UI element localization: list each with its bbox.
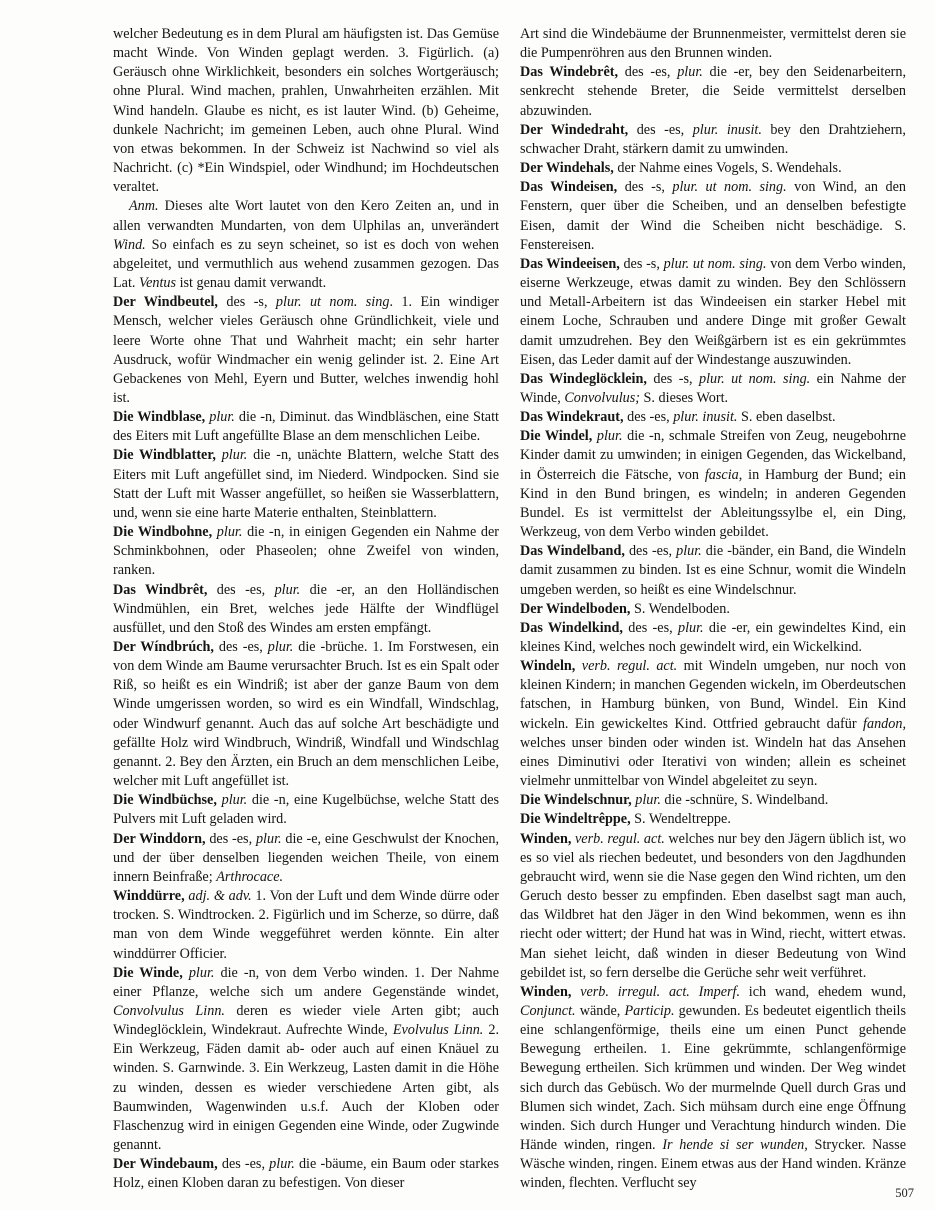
headword: Die Windbüchse,	[113, 792, 217, 809]
grammar-or-latin-text: plur.	[209, 409, 235, 426]
headword: Das Windelkind,	[520, 619, 623, 636]
entry-text: des -es,	[628, 121, 693, 138]
entry-text: Art sind die Windebäume der Brunnenmeister, vermittelst deren sie die Pumpenröhren aus den Brunnen winden.	[520, 26, 906, 62]
entry-text: . 1. Ein windiger Mensch, welcher vieles Geräusch ohne Gründlichkeit, viele und leere Worte ohne That und Wahrheit macht; ein sehr harter Ausdruck, wofür Windmacher ein wenig gelinder ist. 2. Eine Art Gebackenes von Mehl, Eyern und Butter, welches inwendig hohl ist.	[113, 294, 499, 406]
grammar-or-latin-text: Particip.	[624, 1002, 675, 1019]
grammar-or-latin-text: Arthrocace.	[216, 868, 284, 885]
grammar-or-latin-text: plur. ut nom. sing	[275, 294, 390, 311]
entry-text: welcher Bedeutung es in dem Plural am häufigsten ist. Das Gemüse macht Winde. Von Winden geplagt werden. 3. Figürlich. (a) Geräusch ohne Wirklichkeit, besonders ein solches Wortgeräusch; ohne Plural. Wind machen, prahlen, Unwahrheiten erzählen. Mit Wind handeln. Glaube es nicht, es ist lauter Wind. (b) Geheime, dunkele Nachricht; im gemeinen Leben, auch ohne Plural. Wind von etwas bekommen. In der Schweiz ist Nachwind so viel als Nachricht. (c) *Ein Windspiel, oder Windhund; im Hochdeutschen veraltet.	[113, 26, 499, 196]
headword: Die Winde,	[113, 964, 183, 981]
entry-text: die -e, eine Geschwulst der Knochen, und der über denselben liegenden weichen Theile, von einem innern Beinfraße;	[113, 830, 499, 885]
entry-text: mit Windeln umgeben, nur noch von kleinen Kindern; in manchen Gegenden wickeln, im Oberdeutschen fatschen, in Hamburg bünken, von Bund, Windel. Ein Kind wickeln. Ein gewickeltes Kind. Ottfried gebraucht dafür	[520, 658, 906, 732]
dictionary-entry	[520, 159, 906, 178]
dictionary-entry	[520, 408, 906, 427]
entry-text: S. Wendelboden.	[630, 600, 730, 617]
entry-text: des -es,	[618, 64, 678, 81]
text-columns	[113, 25, 906, 1194]
entry-text: 2. Ein Werkzeug, Fäden damit ab- oder auch auf einen Knäuel zu winden. S. Garnwinde. 3. Ein Werkzeug, Lasten damit in die Höhe zu winden, dessen es wieder verschiedene Arten gibt, als Baumwinden, Wagenwinden u.s.f. Auch der Kloben oder Flaschenzug wird in einigen Gegenden eine Winde, oder Zugwinde genannt.	[113, 1022, 499, 1154]
headword: Die Windel,	[520, 428, 593, 445]
entry-text: die -n, unächte Blattern, welche Statt des Eiters mit Luft angefüllet sind, im Niederd. Windpocken. Sind sie Statt der Luft mit Wasser angefüllet, so heißen sie Wasserblattern, und, wenn sie eine harte Materie enthalten, Steinblattern.	[113, 447, 499, 521]
entry-text: von Wind, an den Fenstern, quer über die Scheiben, und an denselben befestigte Eisen, damit der Wind die Scheiben nicht beschädige. S. Fenstereisen.	[520, 179, 906, 253]
entry-text: die -er, bey den Seidenarbeitern, senkrecht stehende Breter, die Seide vermittelst derselben abzuwinden.	[520, 64, 906, 119]
grammar-or-latin-text: plur.	[274, 581, 301, 598]
entry-text: des -s,	[617, 179, 673, 196]
grammar-or-latin-text: plur. ut nom. sing.	[672, 179, 787, 196]
entry-text: die -er, an den Holländischen Windmühlen, ein Bret, welches jede Hälfte der Windflügel ausfüllet, und den Stoß des Windes am ersten empfängt.	[113, 581, 499, 636]
grammar-or-latin-text: Ir hende si ser wunden,	[662, 1137, 808, 1154]
entry-text: ich wand, ehedem wund,	[740, 983, 906, 1000]
dictionary-entry	[520, 830, 906, 983]
entry-text: des -es,	[213, 639, 268, 655]
grammar-or-latin-text: plur.	[677, 619, 704, 636]
dictionary-entry	[113, 791, 499, 829]
dictionary-entry	[113, 1155, 499, 1193]
headword: Der Windebaum,	[113, 1156, 218, 1173]
entry-text	[690, 984, 699, 1000]
entry-text: S. dieses Wort.	[640, 389, 729, 406]
entry-text: des -s,	[619, 255, 664, 272]
entry-text: die -n, Diminut. das Windbläschen, eine Statt des Eiters mit Luft angefüllte Blase an dem menschlichen Leibe.	[113, 409, 499, 445]
headword: Die Windelschnur,	[520, 792, 632, 809]
entry-text: die -brüche. 1. Im Forstwesen, ein von dem Winde am Baume verursachter Bruch. Ist es ein Spalt oder Riß, so heißt es ein Windriß; ist aber der ganze Baum von dem Winde umgerissen worden, so wird es ein Windfall, Windschlag, oder Windwurf genannt. Auch das auf solche Art beschädigte und gefällte Holz wird Windbruch, Windriß, Windfall und Windschlag genannt. 2. Bey den Ärzten, ein Bruch an dem menschlichen Leibe, welcher mit Luft angefüllet ist.	[113, 639, 499, 790]
entry-text: gewunden. Es bedeutet eigentlich theils eine schlangenförmige, theils eine um einen Punct gehende Bewegung ertheilen. 1. Eine gekrümmte, schlangenförmige Bewegung ertheilen. Sich krümmen und winden. Der Weg windet sich durch das Gebüsch. Wo der murmelnde Quell durch Gras und Blumen sich windet, Zach. Sich mühsam durch eine enge Öffnung winden. Sich durch Hunger und Verachtung hindurch winden. Die Hände winden, ringen.	[520, 1002, 907, 1154]
dictionary-entry	[520, 810, 906, 829]
entry-text: So einfach es zu seyn scheinet, so ist es doch von wehen abgeleitet, und vermuthlich aus wehend zusammen gezogen. Das Lat.	[113, 236, 499, 292]
grammar-or-latin-text: fascia,	[704, 466, 743, 483]
dictionary-entry	[520, 600, 906, 619]
entry-text: des -es,	[622, 619, 678, 636]
headword: Das Windeisen,	[520, 179, 618, 196]
grammar-or-latin-text: plur.	[676, 543, 702, 560]
entry-text: in Hamburg der Bund; ein Kind in den Bund bringen, es windeln; in anderen Gegenden Bundel. Es ist vermittelst der Ableitungssylbe el, ein Ding, Werkzeug, von dem Verbo winden gebildet.	[520, 466, 906, 541]
headword: Der Windelboden,	[520, 600, 631, 617]
dictionary-entry	[520, 25, 906, 63]
dictionary-entry	[520, 178, 906, 255]
grammar-or-latin-text: plur.	[221, 792, 248, 809]
grammar-or-latin-text: Conjunct.	[520, 1002, 576, 1019]
entry-text: des -es,	[205, 830, 256, 847]
dictionary-entry	[113, 446, 499, 523]
right-column	[520, 25, 906, 1194]
entry-text: von dem Verbo winden, eiserne Werkzeuge, etwas damit zu winden. Bey den Schlössern und Metall-Arbeitern ist das Windeeisen ein starker Hebel mit einem Loche, Schrauben und andere Dinge mit großer Gewalt damit umzudrehen. Bey den Weißgärbern ist es ein gekrümmtes Eisen, das Leder damit auf der Windestange auszuwinden.	[520, 255, 906, 368]
grammar-or-latin-text: plur.	[677, 64, 703, 81]
headword: Die Windblase,	[113, 409, 206, 426]
headword: Das Windekraut,	[520, 409, 624, 426]
grammar-or-latin-text: plur.	[255, 830, 282, 847]
entry-text: des -s,	[646, 370, 700, 387]
grammar-or-latin-text: Ventus	[139, 275, 177, 292]
dictionary-entry	[113, 581, 499, 638]
entry-text: die -n, in einigen Gegenden ein Nahme der Schminkbohnen, oder Phaseolen; ohne Zweifel von winden, ranken.	[113, 524, 500, 579]
entry-text: des -es,	[217, 1156, 270, 1173]
headword: Winden,	[520, 983, 572, 1000]
dictionary-entry	[520, 427, 906, 542]
dictionary-entry	[113, 293, 499, 408]
grammar-or-latin-text: adj. & adv.	[188, 888, 252, 905]
left-column	[113, 25, 499, 1194]
headword: Der Wíndbrúch,	[113, 639, 214, 655]
dictionary-entry	[520, 657, 906, 791]
headword: Das Windeglöcklein,	[520, 370, 647, 387]
entry-text: des -es,	[207, 581, 275, 598]
headword: Das Windelband,	[520, 543, 625, 560]
grammar-or-latin-text: Convolvulus Linn.	[113, 1002, 225, 1019]
headword: Das Windbrêt,	[113, 581, 208, 598]
dictionary-entry	[520, 370, 906, 408]
headword: Die Windbohne,	[113, 524, 213, 541]
entry-text: welches unser binden oder winden ist. Windeln hat das Ansehen eines Diminutivi oder Iterativi von winden; allein es scheinet vielmehr unmittelbar von Windel abgeleitet zu seyn.	[520, 734, 906, 790]
entry-text: die -schnüre, S. Windelband.	[660, 792, 829, 809]
entry-text: die -n, schmale Streifen von Zeug, neugebohrne Kinder damit zu umwinden; in einigen Gegenden, das Wickelband, in Österreich die Fätsche, von	[520, 428, 907, 483]
headword: Das Windebrêt,	[520, 64, 619, 81]
grammar-or-latin-text: Anm.	[129, 198, 159, 215]
entry-text: die -n, eine Kugelbüchse, welche Statt des Pulvers mit Luft geladen wird.	[113, 792, 500, 828]
entry-text: ist genau damit verwandt.	[176, 275, 327, 292]
dictionary-entry	[113, 638, 499, 791]
dictionary-entry	[113, 523, 499, 580]
headword: Der Windehals,	[520, 160, 614, 177]
headword: Die Windblatter,	[113, 447, 216, 464]
dictionary-entry	[520, 63, 906, 120]
page-number: 507	[895, 1186, 914, 1200]
entry-text: S. eben daselbst.	[737, 409, 836, 426]
dictionary-entry	[520, 619, 906, 657]
grammar-or-latin-text: Convolvulus;	[564, 389, 640, 406]
entry-text: deren es wieder viele Arten gibt; auch Windeglöcklein, Windekraut. Aufrechte Winde,	[113, 1002, 500, 1039]
headword: Der Windedraht,	[520, 121, 629, 138]
headword: Winddürre,	[113, 888, 185, 905]
grammar-or-latin-text: Wind.	[113, 236, 146, 253]
grammar-or-latin-text: plur.	[221, 447, 248, 464]
headword: Der Windbeutel,	[113, 294, 218, 311]
entry-text: wände,	[575, 1002, 625, 1019]
grammar-or-latin-text: plur.	[635, 792, 661, 809]
entry-text: welches nur bey den Jägern üblich ist, wo es so viel als riechen bedeutet, und besonders von den Jagdhunden gebraucht wird, wenn sie die Nase gegen den Wind richten, um den Geruch desto besser zu empfinden. Eben daselbst sagt man auch, das Wildbret hat den Jäger in den Wind bekommen, wenn es ihn riecht oder wittert; der Hund hat was in Wind, riecht, wittert etwas. Man siehet leicht, daß winden in dieser Bedeutung von Wind gebildet ist, so fern derselbe die Gerüche sehr weit verführet.	[520, 830, 906, 981]
grammar-or-latin-text: plur. inusit.	[692, 121, 762, 138]
grammar-or-latin-text: plur.	[596, 428, 623, 445]
dictionary-entry	[520, 542, 906, 599]
headword: Das Windeeisen,	[520, 255, 620, 272]
entry-text: bey den Drahtziehern, schwacher Draht, stärkern damit zu umwinden.	[520, 121, 906, 157]
headword: Winden,	[520, 830, 572, 847]
entry-text: 1. Von der Luft und dem Winde dürre oder trocken. S. Windtrocken. 2. Figürlich und im Scherze, so dürre, daß man von dem Winde weggeführet werden könnte. Ein alter winddürrer Officier.	[113, 888, 499, 962]
entry-text: die -er, ein gewindeltes Kind, ein kleines Kind, welches noch gewindelt wird, ein Wickelkind.	[520, 619, 906, 655]
entry-text: des -s,	[217, 294, 276, 311]
grammar-or-latin-text: plur. ut nom. sing.	[699, 370, 811, 387]
headword: Windeln,	[520, 658, 576, 675]
entry-text: des -es,	[623, 409, 674, 426]
grammar-or-latin-text: verb. regul. act.	[581, 658, 678, 675]
grammar-or-latin-text: verb. regul. act.	[575, 830, 665, 847]
dictionary-entry	[520, 255, 906, 370]
entry-text: die -n, von dem Verbo winden. 1. Der Nahme einer Pflanze, welche sich um andere Gegenstände windet,	[113, 964, 499, 1000]
grammar-or-latin-text: plur. inusit.	[673, 409, 738, 426]
grammar-or-latin-text: plur. ut nom. sing.	[663, 255, 767, 272]
entry-text: des -es,	[624, 543, 677, 560]
entry-text: der Nahme eines Vogels, S. Wendehals.	[613, 160, 842, 177]
entry-text: S. Wendeltreppe.	[630, 811, 731, 828]
dictionary-entry	[520, 983, 906, 1194]
headword: Der Winddorn,	[113, 830, 206, 847]
dictionary-entry	[113, 197, 499, 293]
grammar-or-latin-text: plur.	[216, 524, 243, 541]
entry-text	[571, 984, 580, 1000]
dictionary-entry	[113, 887, 499, 964]
entry-text: Strycker. Nasse Wäsche winden, ringen. Einem etwas aus der Hand winden. Kränze winden, flechten. Verflucht sey	[520, 1137, 906, 1192]
grammar-or-latin-text: plur.	[188, 964, 215, 981]
entry-text: die -bäume, ein Baum oder starkes Holz, einen Kloben daran zu befestigen. Von dieser	[113, 1156, 499, 1192]
dictionary-entry	[520, 121, 906, 159]
entry-text: ein Nahme der Winde,	[520, 370, 906, 406]
grammar-or-latin-text: plur.	[269, 1156, 295, 1173]
grammar-or-latin-text: verb. irregul. act.	[580, 983, 690, 1000]
grammar-or-latin-text: Imperf.	[698, 983, 741, 1000]
entry-text: die -bänder, ein Band, die Windeln damit zusammen zu binden. Ist es eine Schnur, womit die Windeln umgeben werden, so heißt es eine Windelschnur.	[520, 543, 906, 598]
dictionary-entry	[113, 830, 499, 887]
dictionary-entry	[520, 791, 906, 810]
headword: Die Windeltrêppe,	[520, 811, 631, 828]
entry-text: Dieses alte Wort lautet von den Kero Zeiten an, und in allen verwandten Mundarten, von dem Ulphilas an, unverändert	[113, 198, 499, 234]
grammar-or-latin-text: Evolvulus Linn.	[392, 1022, 484, 1039]
dictionary-entry	[113, 25, 499, 197]
grammar-or-latin-text: plur.	[267, 639, 294, 655]
dictionary-entry	[113, 408, 499, 446]
grammar-or-latin-text: fandon,	[863, 715, 906, 732]
dictionary-entry	[113, 964, 499, 1156]
